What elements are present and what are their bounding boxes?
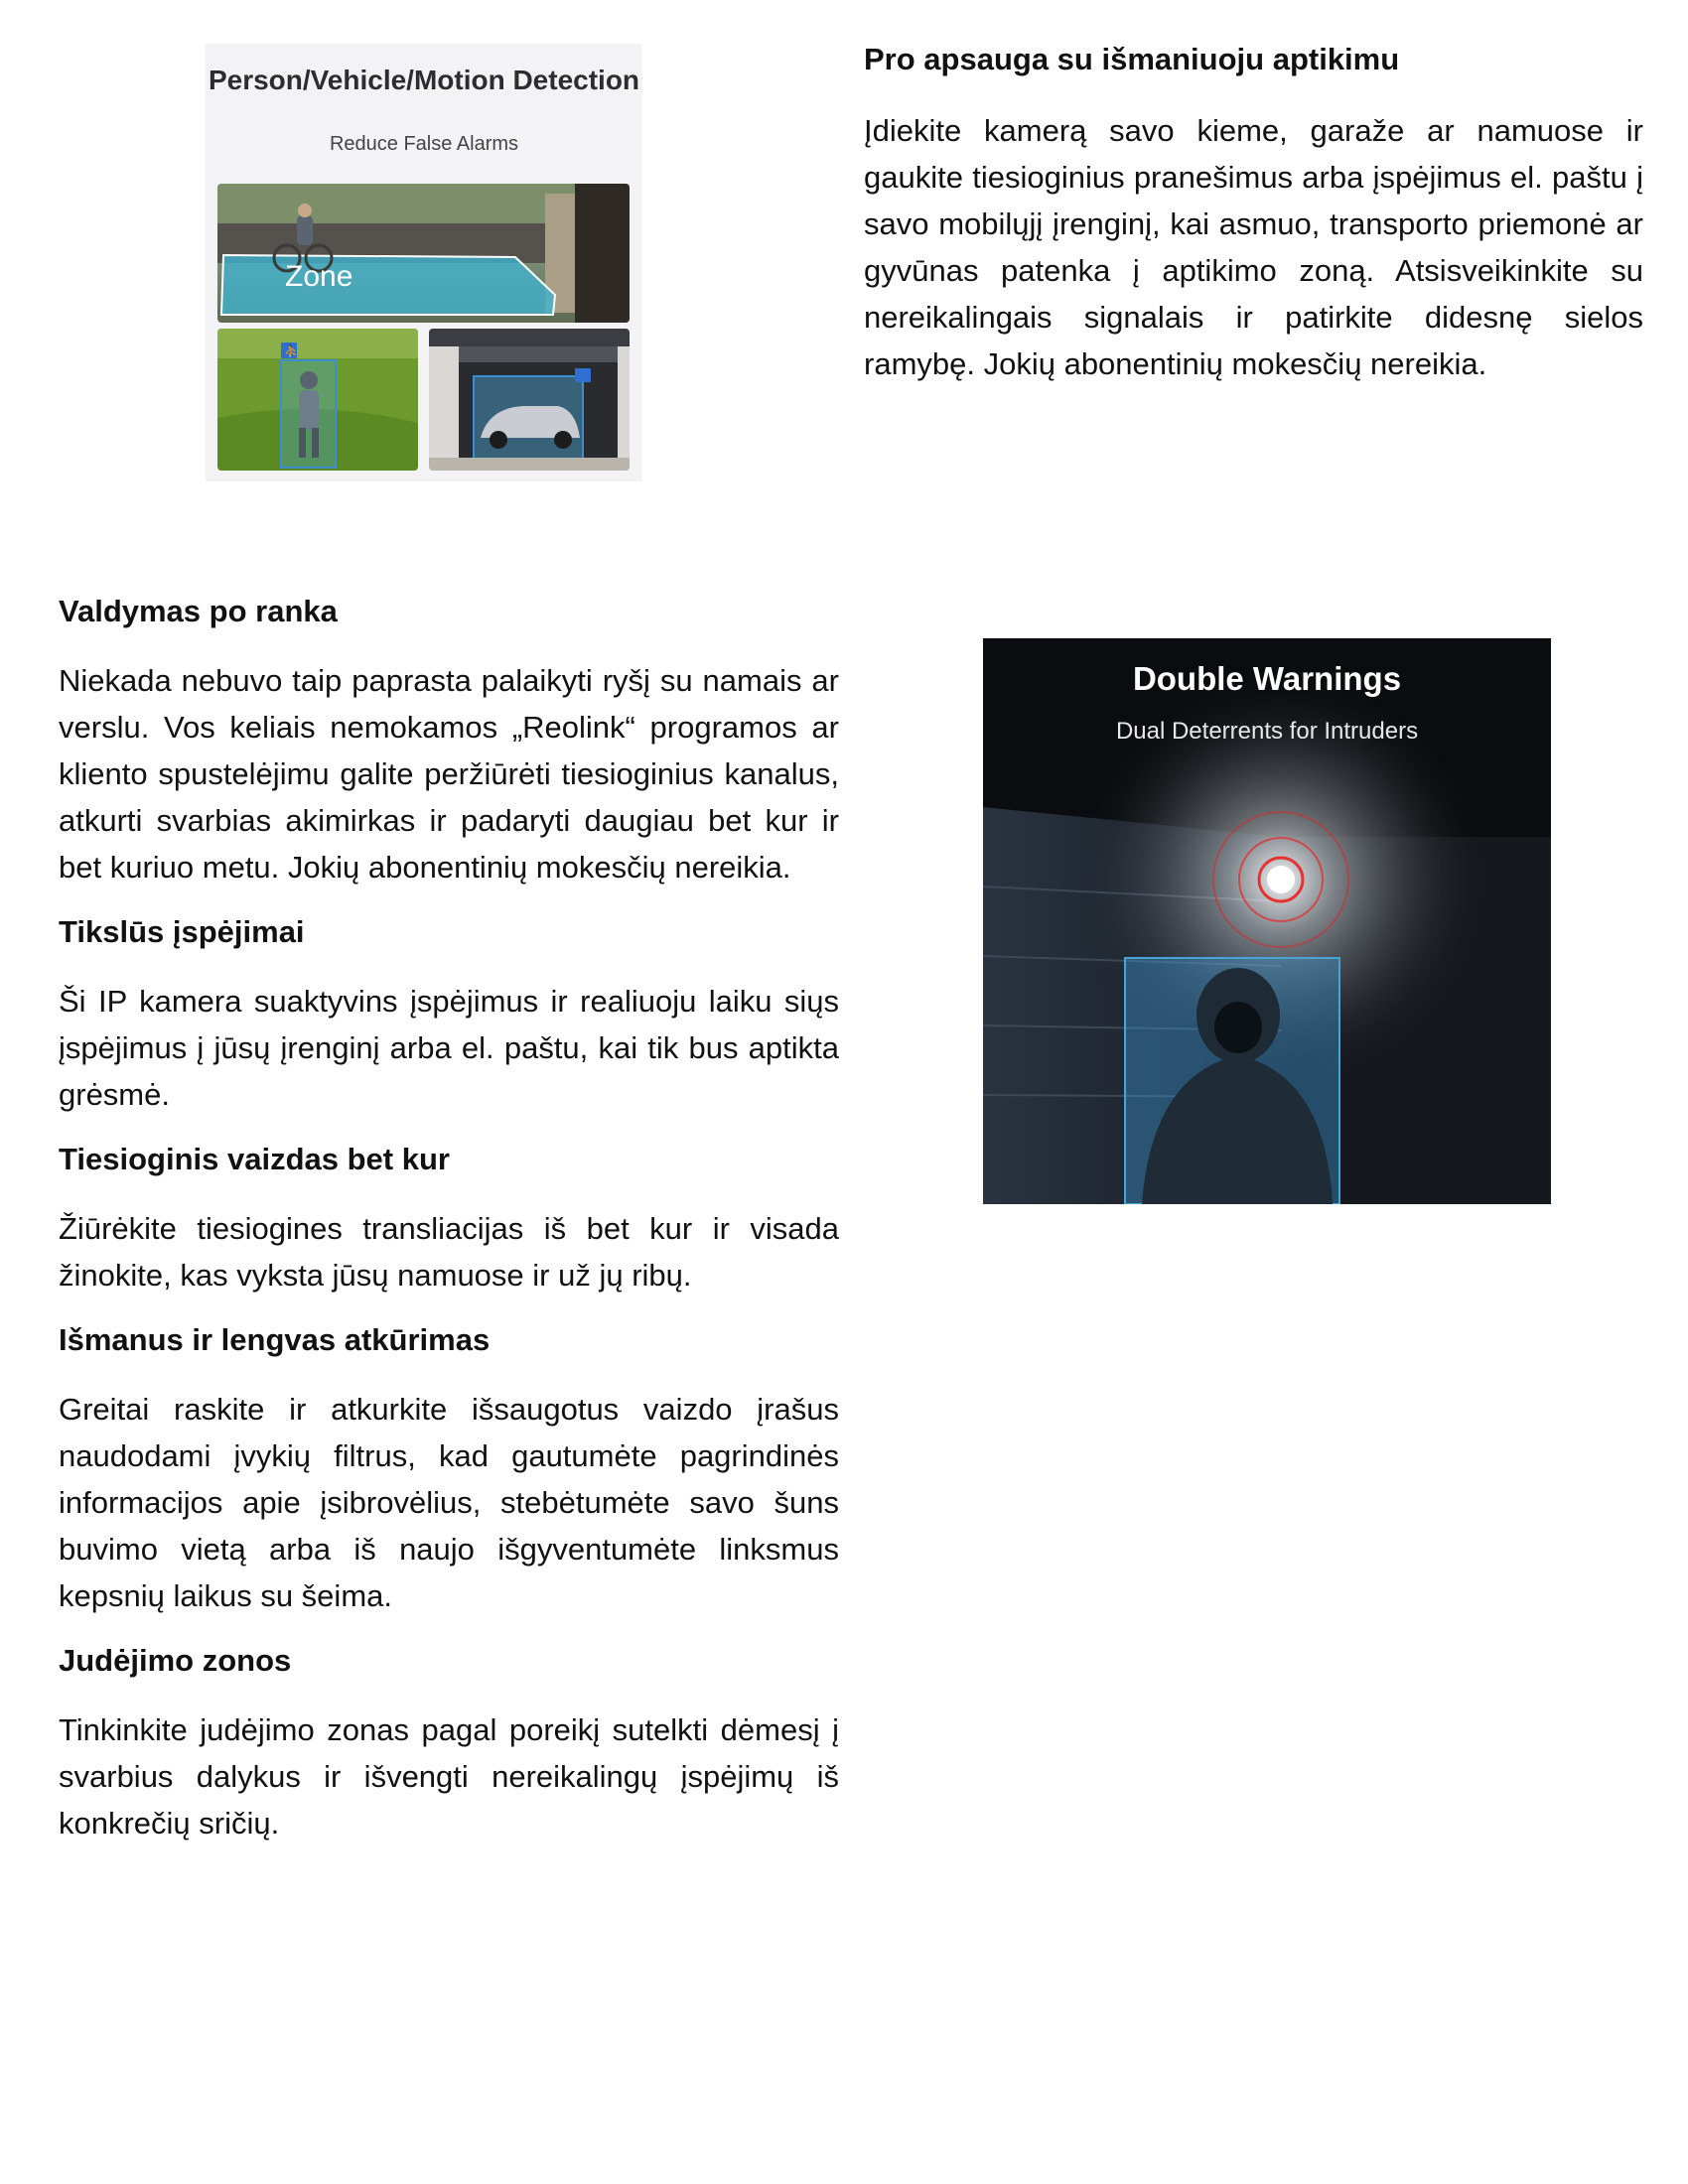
double-warnings-image <box>983 638 1551 1204</box>
section-paragraph: Įdiekite kamerą savo kieme, garaže ar namuose ir gaukite tiesioginius pranešimus arba įspėjimus el. paštu į savo mobilųjį įrenginį, kai asmuo, transporto priemonė ar gyvūnas patenka į aptikimo zoną. Atsisveikinkite su nereikalingais signalais ir patirkite didesnę sielos ramybę. Jokių abonentinių mokesčių nereikia. <box>864 113 1643 381</box>
section-heading: Pro apsauga su išmaniuoju aptikimu <box>864 42 1400 76</box>
person-detection-photo <box>217 329 418 471</box>
feature-heading: Išmanus ir lengvas atkūrimas <box>59 1322 491 1357</box>
feature-block <box>59 1320 839 1619</box>
image-title: Person/Vehicle/Motion Detection <box>208 65 640 95</box>
feature-block <box>59 592 839 890</box>
image-subtitle: Reduce False Alarms <box>329 133 519 155</box>
person-icon: ⛹ <box>284 344 299 358</box>
detection-feature-image <box>206 44 642 481</box>
zone-photo <box>217 184 630 323</box>
feature-text: Žiūrėkite tiesiogines transliacijas iš bet kur ir visada žinokite, kas vyksta jūsų namuose ir už jų ribų. <box>59 1211 839 1293</box>
features-column <box>59 592 839 1846</box>
feature-text: Tinkinkite judėjimo zonas pagal poreikį sutelkti dėmesį į svarbius dalykus ir išvengti nereikalingų įspėjimų iš konkrečių sričių. <box>59 1712 839 1841</box>
image-title: Double Warnings <box>1132 660 1402 697</box>
vehicle-detection-photo <box>429 329 630 471</box>
image-subtitle: Dual Deterrents for Intruders <box>1115 718 1419 745</box>
feature-text: Greitai raskite ir atkurkite išsaugotus vaizdo įrašus naudodami įvykių filtrus, kad gautumėte pagrindinės informacijos apie įsibrovėlius, stebėtumėte savo šuns buvimo vietą arba iš naujo išgyventumėte linksmus kepsnių laikus su šeima. <box>59 1392 839 1613</box>
feature-heading: Judėjimo zonos <box>59 1643 292 1678</box>
smart-detection-section <box>864 40 1643 387</box>
feature-heading: Valdymas po ranka <box>59 594 338 628</box>
feature-text: Ši IP kamera suaktyvins įspėjimus ir realiuoju laiku siųs įspėjimus į jūsų įrenginį arba el. paštu, kai tik bus aptikta grėsmė. <box>59 984 839 1112</box>
feature-block <box>59 912 839 1118</box>
zone-label: Zone <box>285 260 353 293</box>
feature-block <box>59 1641 839 1846</box>
feature-heading: Tiesioginis vaizdas bet kur <box>59 1142 450 1176</box>
feature-text: Niekada nebuvo taip paprasta palaikyti ryšį su namais ar verslu. Vos keliais nemokamos „Reolink“ programos ar kliento spustelėjimu galite peržiūrėti tiesioginius kanalus, atkurti svarbias akimirkas ir padaryti daugiau bet kur ir bet kuriuo metu. Jokių abonentinių mokesčių nereikia. <box>59 663 839 885</box>
feature-block <box>59 1140 839 1298</box>
feature-heading: Tikslūs įspėjimai <box>59 914 305 949</box>
